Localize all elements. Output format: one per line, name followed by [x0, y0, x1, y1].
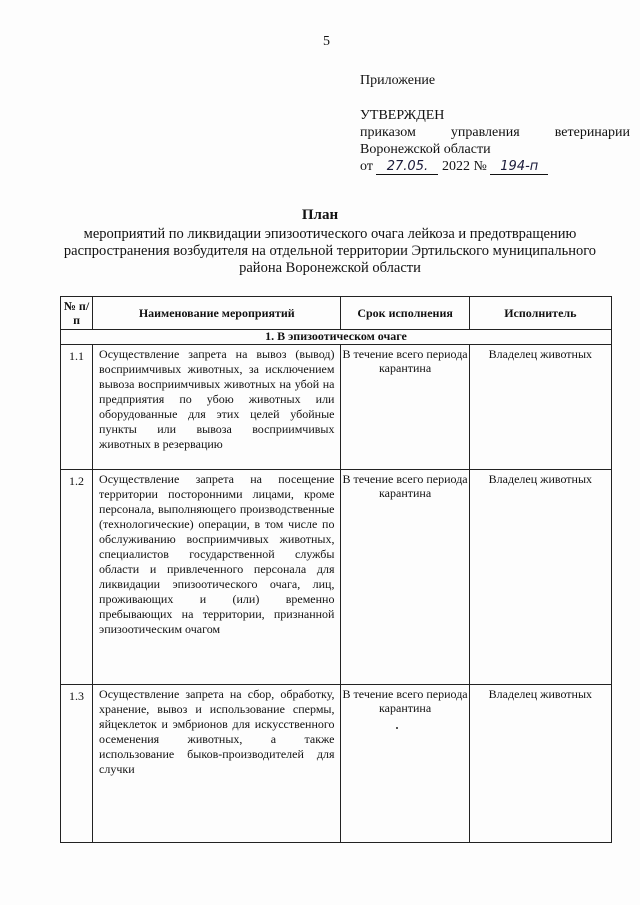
- scan-dot: [396, 727, 398, 729]
- row-executor: Владелец животных: [469, 685, 611, 843]
- header-term: Срок исполнения: [341, 297, 469, 330]
- header-executor: Исполнитель: [469, 297, 611, 330]
- order-text: приказом управления ветеринарии Воронежской области: [360, 125, 630, 157]
- header-name: Наименование мероприятий: [93, 297, 341, 330]
- header-num: № п/п: [61, 297, 93, 330]
- approval-block: [360, 72, 630, 175]
- order-year: 2022: [441, 159, 470, 174]
- row-term: В течение всего периода карантина: [341, 685, 469, 843]
- plan-title: План: [301, 207, 339, 223]
- row-num: 1.1: [61, 345, 93, 470]
- number-sign: №: [473, 159, 487, 174]
- row-name: Осуществление запрета на вывоз (вывод) восприимчивых животных, за исключением вывоза восприимчивых животных на убой на предприятия по убою животных или оборудованные для этих целей убойные пункты или вывоза восприимчивых животных в резервацию: [93, 345, 341, 470]
- row-num: 1.3: [61, 685, 93, 843]
- row-num: 1.2: [61, 470, 93, 685]
- row-term: В течение всего периода карантина: [341, 470, 469, 685]
- row-name: Осуществление запрета на сбор, обработку, хранение, вывоз и использование спермы, яйцеклеток и эмбрионов для искусственного осеменения животных, а также использование быков-производителей для случки: [93, 685, 341, 843]
- row-term: В течение всего периода карантина: [341, 345, 469, 470]
- approved-label: УТВЕРЖДЕН: [360, 108, 445, 123]
- row-name: Осуществление запрета на посещение территории посторонними лицами, кроме персонала, выполняющего производственные (технологические) операции, в том числе по обслуживанию восприимчивых животных, специалистов государственной службы области и привлеченного персонала для ликвидации эпизоотического очага, лиц, проживающих и (или) временно пребывающих на территории, признанной эпизоотическим очагом: [93, 470, 341, 685]
- row-executor: Владелец животных: [469, 345, 611, 470]
- table-row: [61, 685, 612, 843]
- from-prefix: от: [360, 159, 373, 174]
- plan-subtitle: мероприятий по ликвидации эпизоотического очага лейкоза и предотвращению распространения возбудителя на отдельной территории Эртильского муниципального района Воронежской области: [63, 226, 597, 276]
- table-row: [61, 470, 612, 685]
- row-executor: Владелец животных: [469, 470, 611, 685]
- section-row: [61, 330, 612, 345]
- measures-table: [60, 296, 612, 843]
- handwritten-number: 194-п: [490, 160, 548, 175]
- table-row: [61, 345, 612, 470]
- order-line: [360, 158, 630, 175]
- handwritten-date: 27.05.: [376, 160, 438, 175]
- appendix-label: Приложение: [360, 73, 436, 88]
- table-header-row: [61, 297, 612, 330]
- page-number: 5: [323, 34, 330, 49]
- section-title: 1. В эпизоотическом очаге: [61, 330, 612, 345]
